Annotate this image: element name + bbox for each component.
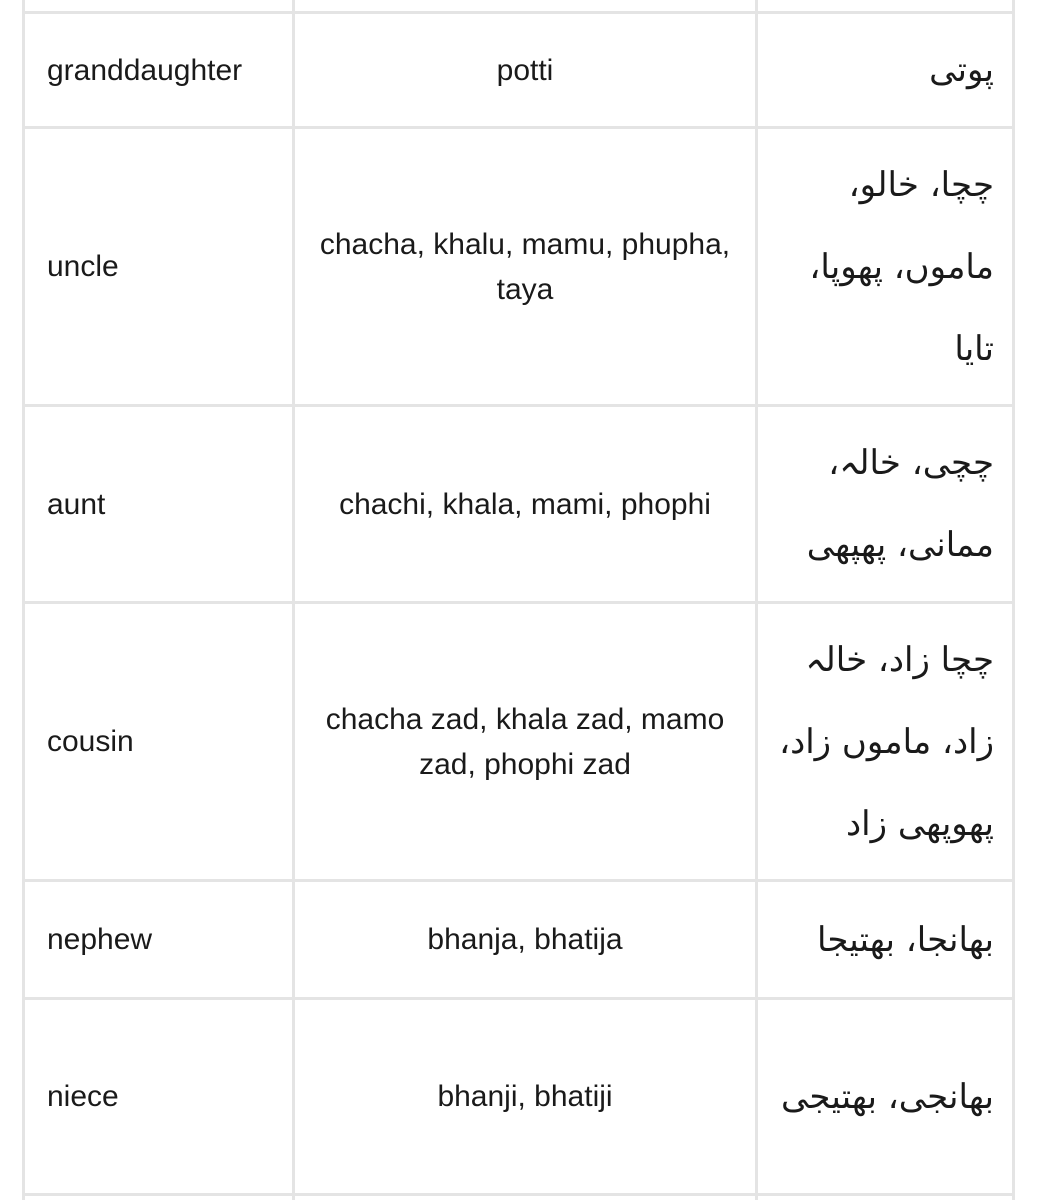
table-row <box>24 881 1014 999</box>
table-row <box>24 128 1014 406</box>
empty-cell <box>24 1195 294 1200</box>
empty-cell <box>757 0 1014 13</box>
empty-cell <box>294 0 757 13</box>
empty-cell <box>24 0 294 13</box>
urdu-term: پوتی <box>757 13 1014 128</box>
urdu-term: بھانجی، بھتیجی <box>757 999 1014 1195</box>
transliteration: bhanji, bhatiji <box>294 999 757 1195</box>
urdu-term: چچا زاد، خالہ زاد، ماموں زاد، پھوپھی زاد <box>757 603 1014 881</box>
table-row <box>24 999 1014 1195</box>
table-row <box>24 603 1014 881</box>
english-term: cousin <box>24 603 294 881</box>
table-row-partial-top <box>24 0 1014 13</box>
english-term: aunt <box>24 406 294 603</box>
english-term: granddaughter <box>24 13 294 128</box>
table-row <box>24 406 1014 603</box>
table-row-partial-bottom <box>24 1195 1014 1200</box>
transliteration: chacha zad, khala zad, mamo zad, phophi zad <box>294 603 757 881</box>
transliteration: potti <box>294 13 757 128</box>
urdu-term: چچا، خالو، ماموں، پھوپا، تایا <box>757 128 1014 406</box>
empty-cell <box>294 1195 757 1200</box>
english-term: uncle <box>24 128 294 406</box>
table-row <box>24 13 1014 128</box>
english-term: niece <box>24 999 294 1195</box>
transliteration: chacha, khalu, mamu, phupha, taya <box>294 128 757 406</box>
family-vocabulary-table <box>22 0 1015 1200</box>
empty-cell <box>757 1195 1014 1200</box>
urdu-term: چچی، خالہ، ممانی، پھپھی <box>757 406 1014 603</box>
english-term: nephew <box>24 881 294 999</box>
urdu-term: بھانجا، بھتیجا <box>757 881 1014 999</box>
transliteration: bhanja, bhatija <box>294 881 757 999</box>
transliteration: chachi, khala, mami, phophi <box>294 406 757 603</box>
